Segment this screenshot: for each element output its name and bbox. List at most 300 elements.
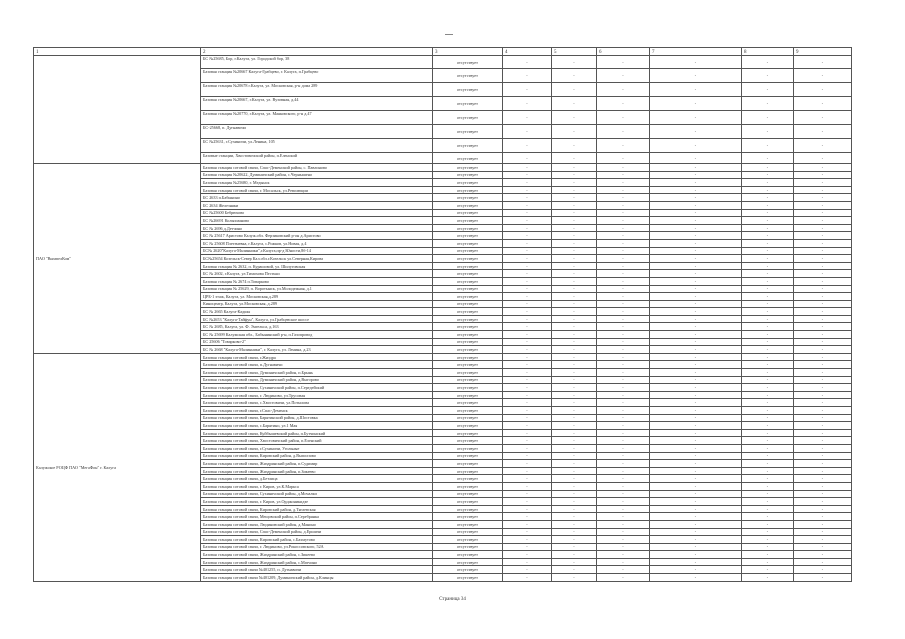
empty-value-cell: - bbox=[597, 153, 650, 164]
empty-value-cell: - bbox=[597, 171, 650, 179]
status-cell: отсутствует bbox=[433, 346, 503, 354]
empty-value-cell: - bbox=[794, 505, 852, 513]
empty-value-cell: - bbox=[794, 262, 852, 270]
empty-value-cell: - bbox=[503, 369, 552, 377]
empty-value-cell: - bbox=[503, 437, 552, 445]
status-cell: отсутствует bbox=[433, 56, 503, 69]
empty-value-cell: - bbox=[503, 255, 552, 263]
station-name-cell: Базовая станция сотовой связи, Кировский район, д.Тягаевская bbox=[201, 505, 433, 513]
empty-value-cell: - bbox=[503, 422, 552, 430]
empty-value-cell: - bbox=[794, 171, 852, 179]
empty-value-cell: - bbox=[794, 566, 852, 574]
empty-value-cell: - bbox=[503, 125, 552, 139]
empty-value-cell: - bbox=[650, 179, 742, 187]
status-cell: отсутствует bbox=[433, 97, 503, 111]
station-name-cell: Базовая станция сотовой связи, с.Барятино, ул.1 Мая bbox=[201, 422, 433, 430]
column-number-header: 5 bbox=[552, 48, 597, 56]
empty-value-cell: - bbox=[597, 513, 650, 521]
empty-value-cell: - bbox=[650, 353, 742, 361]
table-row bbox=[34, 353, 852, 361]
empty-value-cell: - bbox=[503, 558, 552, 566]
empty-value-cell: - bbox=[597, 56, 650, 69]
empty-value-cell: - bbox=[742, 574, 794, 582]
empty-value-cell: - bbox=[742, 308, 794, 316]
empty-value-cell: - bbox=[742, 338, 794, 346]
empty-value-cell: - bbox=[503, 179, 552, 187]
empty-value-cell: - bbox=[794, 209, 852, 217]
empty-value-cell: - bbox=[597, 194, 650, 202]
empty-value-cell: - bbox=[597, 391, 650, 399]
station-name-cell: Базовая станция сотовой связи, г.Жиздра bbox=[201, 353, 433, 361]
station-name-cell: Базовая станция сотовой связи, Кировский район, д.Выползово bbox=[201, 452, 433, 460]
empty-value-cell: - bbox=[552, 139, 597, 153]
empty-value-cell: - bbox=[503, 277, 552, 285]
station-name-cell: БС № 25608 Плетеневка, г.Калуга, с.Рожков, ул.Новая, д.4 bbox=[201, 239, 433, 247]
empty-value-cell: - bbox=[650, 153, 742, 164]
empty-value-cell: - bbox=[597, 505, 650, 513]
empty-value-cell: - bbox=[742, 69, 794, 83]
empty-value-cell: - bbox=[650, 543, 742, 551]
empty-value-cell: - bbox=[552, 217, 597, 225]
empty-value-cell: - bbox=[552, 171, 597, 179]
station-name-cell: Базовая станция сотовой связи, г.Сухиничи, Угольные bbox=[201, 444, 433, 452]
station-name-cell: Киноцентр, Калуга, ул.Московская, д.289 bbox=[201, 300, 433, 308]
empty-value-cell: - bbox=[794, 194, 852, 202]
status-cell: отсутствует bbox=[433, 201, 503, 209]
empty-value-cell: - bbox=[597, 300, 650, 308]
empty-value-cell: - bbox=[597, 376, 650, 384]
empty-value-cell: - bbox=[742, 384, 794, 392]
empty-value-cell: - bbox=[650, 452, 742, 460]
empty-value-cell: - bbox=[650, 505, 742, 513]
empty-value-cell: - bbox=[552, 361, 597, 369]
column-number-header: 8 bbox=[742, 48, 794, 56]
station-name-cell: Базовая станция сотовой связи, Хвостовичский район, п.Еленский bbox=[201, 437, 433, 445]
station-name-cell: БС №25631, г.Сухиничи, ул.Ленина, 105 bbox=[201, 139, 433, 153]
empty-value-cell: - bbox=[742, 543, 794, 551]
empty-value-cell: - bbox=[794, 482, 852, 490]
empty-value-cell: - bbox=[650, 429, 742, 437]
empty-value-cell: - bbox=[597, 209, 650, 217]
empty-value-cell: - bbox=[650, 111, 742, 125]
empty-value-cell: - bbox=[650, 513, 742, 521]
empty-value-cell: - bbox=[742, 323, 794, 331]
station-name-cell: Базовая станция сотовой связи, Сухиничский район, д.Мочалки bbox=[201, 490, 433, 498]
operator-cell: Калужское РОЦФ ПАО "МегаФон" г. Калуга bbox=[34, 353, 201, 581]
status-cell: отсутствует bbox=[433, 429, 503, 437]
status-cell: отсутствует bbox=[433, 293, 503, 301]
empty-value-cell: - bbox=[742, 111, 794, 125]
empty-value-cell: - bbox=[552, 444, 597, 452]
empty-value-cell: - bbox=[552, 566, 597, 574]
empty-value-cell: - bbox=[742, 293, 794, 301]
empty-value-cell: - bbox=[503, 574, 552, 582]
empty-value-cell: - bbox=[794, 376, 852, 384]
registry-table bbox=[33, 47, 852, 582]
status-cell: отсутствует bbox=[433, 171, 503, 179]
empty-value-cell: - bbox=[597, 384, 650, 392]
operator-cell bbox=[34, 56, 201, 164]
empty-value-cell: - bbox=[794, 422, 852, 430]
status-cell: отсутствует bbox=[433, 323, 503, 331]
empty-value-cell: - bbox=[503, 536, 552, 544]
empty-value-cell: - bbox=[794, 277, 852, 285]
empty-value-cell: - bbox=[503, 323, 552, 331]
status-cell: отсутствует bbox=[433, 262, 503, 270]
empty-value-cell: - bbox=[503, 232, 552, 240]
empty-value-cell: - bbox=[742, 414, 794, 422]
status-cell: отсутствует bbox=[433, 361, 503, 369]
empty-value-cell: - bbox=[552, 277, 597, 285]
empty-value-cell: - bbox=[742, 186, 794, 194]
empty-value-cell: - bbox=[650, 399, 742, 407]
empty-value-cell: - bbox=[503, 270, 552, 278]
empty-value-cell: - bbox=[650, 164, 742, 172]
empty-value-cell: - bbox=[742, 171, 794, 179]
empty-value-cell: - bbox=[597, 186, 650, 194]
empty-value-cell: - bbox=[552, 422, 597, 430]
empty-value-cell: - bbox=[503, 217, 552, 225]
empty-value-cell: - bbox=[794, 247, 852, 255]
status-cell: отсутствует bbox=[433, 536, 503, 544]
empty-value-cell: - bbox=[794, 97, 852, 111]
station-name-cell: Базовая станция сотовой связи, г.Спас-Деменск bbox=[201, 407, 433, 415]
empty-value-cell: - bbox=[552, 558, 597, 566]
empty-value-cell: - bbox=[794, 217, 852, 225]
empty-value-cell: - bbox=[597, 414, 650, 422]
station-name-cell: БС № 25617 Аристово Калуж.обл. Ферзиковский р-он д.Аристово bbox=[201, 232, 433, 240]
empty-value-cell: - bbox=[650, 574, 742, 582]
empty-value-cell: - bbox=[650, 255, 742, 263]
empty-value-cell: - bbox=[503, 384, 552, 392]
empty-value-cell: - bbox=[597, 528, 650, 536]
empty-value-cell: - bbox=[597, 247, 650, 255]
empty-value-cell: - bbox=[552, 528, 597, 536]
empty-value-cell: - bbox=[503, 429, 552, 437]
empty-value-cell: - bbox=[552, 490, 597, 498]
operator-cell: ПАО "ВымпелКом" bbox=[34, 164, 201, 354]
page-number: Страница 34 bbox=[439, 597, 466, 602]
empty-value-cell: - bbox=[742, 467, 794, 475]
empty-value-cell: - bbox=[794, 125, 852, 139]
status-cell: отсутствует bbox=[433, 437, 503, 445]
empty-value-cell: - bbox=[552, 285, 597, 293]
empty-value-cell: - bbox=[552, 482, 597, 490]
empty-value-cell: - bbox=[650, 407, 742, 415]
station-name-cell: Базовая станция сотовой связи, Жиздринский район, с.Зикеево bbox=[201, 551, 433, 559]
empty-value-cell: - bbox=[503, 164, 552, 172]
empty-value-cell: - bbox=[650, 490, 742, 498]
empty-value-cell: - bbox=[742, 262, 794, 270]
empty-value-cell: - bbox=[794, 353, 852, 361]
empty-value-cell: - bbox=[650, 520, 742, 528]
empty-value-cell: - bbox=[650, 239, 742, 247]
empty-value-cell: - bbox=[597, 338, 650, 346]
empty-value-cell: - bbox=[650, 285, 742, 293]
empty-value-cell: - bbox=[552, 69, 597, 83]
status-cell: отсутствует bbox=[433, 186, 503, 194]
empty-value-cell: - bbox=[650, 444, 742, 452]
empty-value-cell: - bbox=[552, 201, 597, 209]
column-number-header: 1 bbox=[34, 48, 201, 56]
status-cell: отсутствует bbox=[433, 255, 503, 263]
empty-value-cell: - bbox=[794, 558, 852, 566]
station-name-cell: Базовая станция сотовой связи, г. Людиново, ул.Рокоссовского, 52А bbox=[201, 543, 433, 551]
status-cell: отсутствует bbox=[433, 574, 503, 582]
station-name-cell: БС № 2665 Калуга-Кадшы bbox=[201, 308, 433, 316]
station-name-cell: Базовые станции, Хвостовичский район, п.Еленский bbox=[201, 153, 433, 164]
column-number-header: 9 bbox=[794, 48, 852, 56]
empty-value-cell: - bbox=[552, 414, 597, 422]
empty-value-cell: - bbox=[742, 300, 794, 308]
station-name-cell: Базовая станция сотовой связи, Барятинский район, д.Шостовка bbox=[201, 414, 433, 422]
status-cell: отсутствует bbox=[433, 315, 503, 323]
empty-value-cell: - bbox=[597, 467, 650, 475]
status-cell: отсутствует bbox=[433, 528, 503, 536]
empty-value-cell: - bbox=[597, 224, 650, 232]
empty-value-cell: - bbox=[503, 308, 552, 316]
status-cell: отсутствует bbox=[433, 391, 503, 399]
empty-value-cell: - bbox=[503, 361, 552, 369]
station-name-cell: Базовая станция сотовой связи, Сухиничский район, п.Середейский bbox=[201, 384, 433, 392]
station-name-cell: БС-25668, п. Дугнавичи bbox=[201, 125, 433, 139]
empty-value-cell: - bbox=[597, 69, 650, 83]
empty-value-cell: - bbox=[552, 536, 597, 544]
empty-value-cell: - bbox=[552, 353, 597, 361]
station-name-cell: Базовая станция сотовой связи, Жиздринский район, с.Матчино bbox=[201, 558, 433, 566]
empty-value-cell: - bbox=[794, 323, 852, 331]
empty-value-cell: - bbox=[742, 407, 794, 415]
empty-value-cell: - bbox=[552, 429, 597, 437]
column-number-header: 2 bbox=[201, 48, 433, 56]
empty-value-cell: - bbox=[597, 83, 650, 97]
empty-value-cell: - bbox=[742, 399, 794, 407]
empty-value-cell: - bbox=[552, 270, 597, 278]
station-name-cell: Базовая станция №25680, г. Медынск bbox=[201, 179, 433, 187]
empty-value-cell: - bbox=[503, 490, 552, 498]
empty-value-cell: - bbox=[742, 566, 794, 574]
empty-value-cell: - bbox=[742, 179, 794, 187]
empty-value-cell: - bbox=[597, 361, 650, 369]
empty-value-cell: - bbox=[742, 429, 794, 437]
empty-value-cell: - bbox=[552, 338, 597, 346]
empty-value-cell: - bbox=[597, 277, 650, 285]
empty-value-cell: - bbox=[597, 444, 650, 452]
empty-value-cell: - bbox=[597, 475, 650, 483]
empty-value-cell: - bbox=[597, 293, 650, 301]
empty-value-cell: - bbox=[503, 186, 552, 194]
empty-value-cell: - bbox=[650, 460, 742, 468]
empty-value-cell: - bbox=[794, 528, 852, 536]
station-name-cell: БС № 2668 "Калуга-Малинники", г. Калуга, ул. Ленина, д.23 bbox=[201, 346, 433, 354]
empty-value-cell: - bbox=[650, 217, 742, 225]
empty-value-cell: - bbox=[794, 293, 852, 301]
status-cell: отсутствует bbox=[433, 270, 503, 278]
empty-value-cell: - bbox=[552, 194, 597, 202]
empty-value-cell: - bbox=[742, 460, 794, 468]
empty-value-cell: - bbox=[794, 361, 852, 369]
empty-value-cell: - bbox=[650, 315, 742, 323]
empty-value-cell: - bbox=[552, 467, 597, 475]
empty-value-cell: - bbox=[503, 153, 552, 164]
empty-value-cell: - bbox=[503, 111, 552, 125]
empty-value-cell: - bbox=[552, 399, 597, 407]
empty-value-cell: - bbox=[650, 232, 742, 240]
empty-value-cell: - bbox=[597, 262, 650, 270]
empty-value-cell: - bbox=[742, 422, 794, 430]
empty-value-cell: - bbox=[794, 255, 852, 263]
empty-value-cell: - bbox=[597, 520, 650, 528]
station-name-cell: Базовая станция сотовой связи, г. Киров, ул.Орджоникидзе bbox=[201, 498, 433, 506]
empty-value-cell: - bbox=[503, 460, 552, 468]
empty-value-cell: - bbox=[794, 111, 852, 125]
empty-value-cell: - bbox=[794, 520, 852, 528]
empty-value-cell: - bbox=[742, 551, 794, 559]
empty-value-cell: - bbox=[650, 338, 742, 346]
empty-value-cell: - bbox=[597, 139, 650, 153]
empty-value-cell: - bbox=[597, 164, 650, 172]
empty-value-cell: - bbox=[650, 224, 742, 232]
station-name-cell: БС №26691 Колыхманово bbox=[201, 217, 433, 225]
empty-value-cell: - bbox=[650, 467, 742, 475]
empty-value-cell: - bbox=[742, 353, 794, 361]
empty-value-cell: - bbox=[742, 201, 794, 209]
empty-value-cell: - bbox=[597, 179, 650, 187]
station-name-cell: Базовая станция № 2632, п. Курашовой, ул. Шилуговская bbox=[201, 262, 433, 270]
status-cell: отсутствует bbox=[433, 543, 503, 551]
status-cell: отсутствует bbox=[433, 467, 503, 475]
empty-value-cell: - bbox=[597, 353, 650, 361]
empty-value-cell: - bbox=[650, 194, 742, 202]
empty-value-cell: - bbox=[650, 277, 742, 285]
empty-value-cell: - bbox=[650, 323, 742, 331]
empty-value-cell: - bbox=[597, 111, 650, 125]
empty-value-cell: - bbox=[794, 444, 852, 452]
empty-value-cell: - bbox=[742, 536, 794, 544]
empty-value-cell: - bbox=[742, 391, 794, 399]
empty-value-cell: - bbox=[597, 407, 650, 415]
empty-value-cell: - bbox=[794, 346, 852, 354]
empty-value-cell: - bbox=[503, 513, 552, 521]
empty-value-cell: - bbox=[597, 551, 650, 559]
station-name-cell: Базовая станция №20770, г.Калуга, ул. Маяковского, р-н д.47 bbox=[201, 111, 433, 125]
empty-value-cell: - bbox=[597, 422, 650, 430]
status-cell: отсутствует bbox=[433, 490, 503, 498]
station-name-cell: Базовая станция №20678 г.Калуга, ул. Московская, р-н дома 289 bbox=[201, 83, 433, 97]
empty-value-cell: - bbox=[742, 490, 794, 498]
empty-value-cell: - bbox=[742, 153, 794, 164]
empty-value-cell: - bbox=[597, 566, 650, 574]
status-cell: отсутствует bbox=[433, 353, 503, 361]
empty-value-cell: - bbox=[503, 566, 552, 574]
empty-value-cell: - bbox=[503, 69, 552, 83]
status-cell: отсутствует bbox=[433, 475, 503, 483]
station-name-cell: БС № 2696 д.Детчино bbox=[201, 224, 433, 232]
status-cell: отсутствует bbox=[433, 520, 503, 528]
column-number-header: 6 bbox=[597, 48, 650, 56]
empty-value-cell: - bbox=[794, 69, 852, 83]
empty-value-cell: - bbox=[742, 505, 794, 513]
station-name-cell: Базовая станция №20667 Калуга-Грабцево, г. Калуга, п.Грабцево bbox=[201, 69, 433, 83]
empty-value-cell: - bbox=[552, 262, 597, 270]
empty-value-cell: - bbox=[650, 171, 742, 179]
status-cell: отсутствует bbox=[433, 407, 503, 415]
empty-value-cell: - bbox=[597, 574, 650, 582]
empty-value-cell: - bbox=[597, 270, 650, 278]
empty-value-cell: - bbox=[552, 224, 597, 232]
station-name-cell: Базовая станция №20667, г.Калуга, ул. Вузовная, д.44 bbox=[201, 97, 433, 111]
empty-value-cell: - bbox=[503, 399, 552, 407]
empty-value-cell: - bbox=[742, 83, 794, 97]
empty-value-cell: - bbox=[742, 255, 794, 263]
status-cell: отсутствует bbox=[433, 239, 503, 247]
empty-value-cell: - bbox=[794, 513, 852, 521]
empty-value-cell: - bbox=[650, 209, 742, 217]
empty-value-cell: - bbox=[597, 558, 650, 566]
column-number-header: 4 bbox=[503, 48, 552, 56]
status-cell: отсутствует bbox=[433, 247, 503, 255]
empty-value-cell: - bbox=[552, 520, 597, 528]
empty-value-cell: - bbox=[742, 452, 794, 460]
empty-value-cell: - bbox=[794, 460, 852, 468]
empty-value-cell: - bbox=[503, 467, 552, 475]
empty-value-cell: - bbox=[552, 543, 597, 551]
empty-value-cell: - bbox=[597, 255, 650, 263]
empty-value-cell: - bbox=[650, 201, 742, 209]
empty-value-cell: - bbox=[794, 179, 852, 187]
empty-value-cell: - bbox=[552, 346, 597, 354]
empty-value-cell: - bbox=[742, 513, 794, 521]
station-name-cell: Базовая станция сотовой связи, Думиничский район, д.Выгорово bbox=[201, 376, 433, 384]
empty-value-cell: - bbox=[597, 482, 650, 490]
empty-value-cell: - bbox=[742, 376, 794, 384]
empty-value-cell: - bbox=[794, 399, 852, 407]
station-name-cell: Базовая станция сотовой связи, Мещовский район, п.Серебрянка bbox=[201, 513, 433, 521]
empty-value-cell: - bbox=[742, 239, 794, 247]
status-cell: отсутствует bbox=[433, 69, 503, 83]
empty-value-cell: - bbox=[650, 300, 742, 308]
empty-value-cell: - bbox=[794, 429, 852, 437]
empty-value-cell: - bbox=[597, 331, 650, 339]
empty-value-cell: - bbox=[742, 209, 794, 217]
station-name-cell: Базовая станция №20622, Думиничский район, с.Чернышено bbox=[201, 171, 433, 179]
table-row bbox=[34, 56, 852, 69]
station-name-cell: Базовая станция № 2674 п.Товарково bbox=[201, 277, 433, 285]
empty-value-cell: - bbox=[552, 164, 597, 172]
status-cell: отсутствует bbox=[433, 179, 503, 187]
empty-value-cell: - bbox=[794, 543, 852, 551]
station-name-cell: Базовая станция сотовой связи, Людиновский район, д.Манино bbox=[201, 520, 433, 528]
status-cell: отсутствует bbox=[433, 338, 503, 346]
empty-value-cell: - bbox=[742, 285, 794, 293]
station-name-cell: Базовая станция сотовой связи, Спас-Деменский район, д.Ершичи bbox=[201, 528, 433, 536]
empty-value-cell: - bbox=[650, 551, 742, 559]
empty-value-cell: - bbox=[503, 338, 552, 346]
empty-value-cell: - bbox=[597, 201, 650, 209]
status-cell: отсутствует bbox=[433, 513, 503, 521]
empty-value-cell: - bbox=[503, 239, 552, 247]
empty-value-cell: - bbox=[597, 460, 650, 468]
empty-value-cell: - bbox=[742, 331, 794, 339]
station-name-cell: БС № 25699 Калужская обл., Бабынинский р-н, п.Газопровод bbox=[201, 331, 433, 339]
empty-value-cell: - bbox=[650, 566, 742, 574]
empty-value-cell: - bbox=[597, 239, 650, 247]
station-name-cell: Базовая станция сотовой связи, Куйбышевский район, п.Бутчинский bbox=[201, 429, 433, 437]
status-cell: отсутствует bbox=[433, 300, 503, 308]
empty-value-cell: - bbox=[794, 498, 852, 506]
empty-value-cell: - bbox=[650, 369, 742, 377]
empty-value-cell: - bbox=[794, 315, 852, 323]
